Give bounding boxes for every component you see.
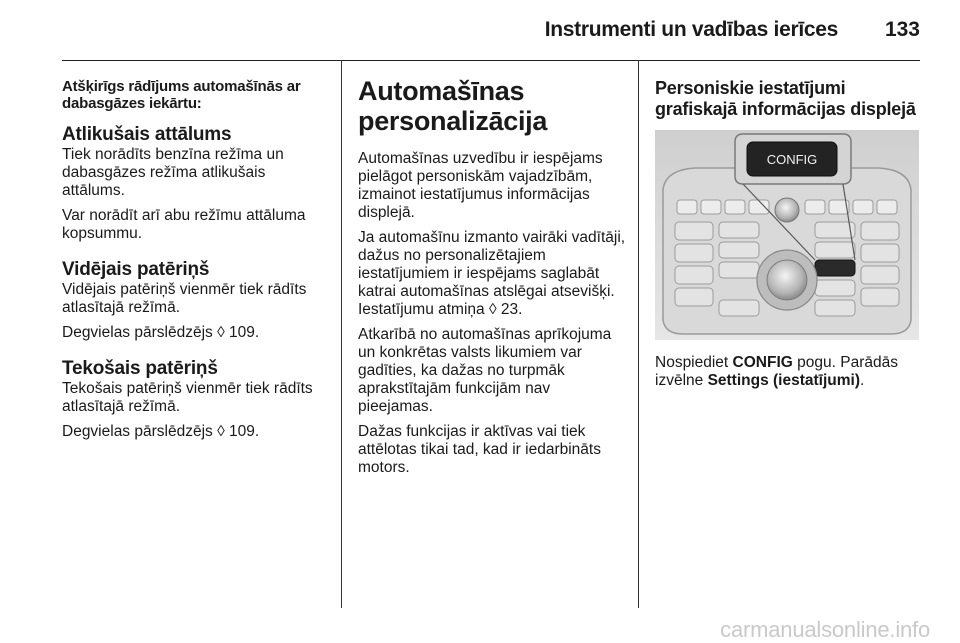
paragraph: Automašīnas uzvedību ir iespējams pielāgot personiskām vajadzībām, izmainot iestatījumus informācijas displejā. — [358, 150, 603, 221]
paragraph: Var norādīt arī abu režīmu attāluma kopsummu. — [62, 207, 306, 242]
control-panel-photo — [655, 130, 919, 340]
section-title-line-1: Automašīnas — [358, 76, 525, 106]
section-title — [358, 76, 626, 136]
page-header — [62, 0, 920, 61]
column-3 — [655, 60, 923, 390]
section-heading-personal-settings — [655, 78, 923, 120]
column-1 — [62, 60, 328, 441]
callout-label: CONFIG — [766, 152, 818, 167]
column-divider-right — [638, 60, 639, 608]
paragraph: Atkarībā no automašīnas aprīkojuma un konkrētas valsts likumiem var gadīties, ka dažas no turpmāk aprakstītajām funkcijām nav pieejamas. — [358, 326, 612, 415]
paragraph: Tekošais patēriņš vienmēr tiek rādīts atlasītajā režīmā. — [62, 380, 313, 415]
paragraph: Dažas funkcijas ir aktīvas vai tiek attēlotas tikai tad, kad ir iedarbināts motors. — [358, 423, 601, 476]
page-number: 133 — [884, 18, 920, 41]
section-heading-average-consumption: Vidējais patēriņš — [62, 259, 210, 280]
paragraph: Tiek norādīts benzīna režīma un dabasgāzes režīma atlikušais attālums. — [62, 146, 284, 199]
heading-line-1: Personiskie iestatījumi — [655, 78, 846, 98]
paragraph: Vidējais patēriņš vienmēr tiek rādīts atlasītajā režīmā. — [62, 281, 307, 316]
watermark: carmanualsonline.info — [720, 617, 930, 642]
section-title-line-2: personalizācija — [358, 106, 548, 136]
cross-reference[interactable]: Degvielas pārslēdzējs ◊ 109. — [62, 423, 260, 440]
caption — [655, 354, 923, 390]
caption-text: . — [860, 372, 865, 389]
paragraph: Ja automašīnu izmanto vairāki vadītāji, dažus no personalizētajiem iestatījumiem ir iespējams saglabāt katrai automašīnas atslēgai atsevišķi. Iestatījumu atmiņa ◊ 23. — [358, 229, 626, 318]
section-heading-current-consumption: Tekošais patēriņš — [62, 358, 218, 379]
column-divider-left — [341, 60, 342, 608]
caption-text: Nospiediet — [655, 354, 733, 371]
caption-text: pogu. Parādās izvēlne — [655, 354, 898, 389]
settings-menu-label: Settings (iestatījumi) — [707, 372, 860, 389]
section-heading-remaining-distance: Atlikušais attālums — [62, 124, 232, 145]
heading-line-2: grafiskajā informācijas displejā — [655, 99, 916, 119]
cross-reference[interactable]: Degvielas pārslēdzējs ◊ 109. — [62, 324, 260, 341]
chapter-title: Instrumenti un vadības ierīces — [544, 18, 838, 41]
config-button-label: CONFIG — [732, 354, 793, 371]
column-2 — [358, 60, 626, 477]
control-panel-illustration — [655, 130, 919, 340]
intro-heading: Atšķirīgs rādījums automašīnās ar dabasgāzes iekārtu: — [62, 78, 301, 112]
